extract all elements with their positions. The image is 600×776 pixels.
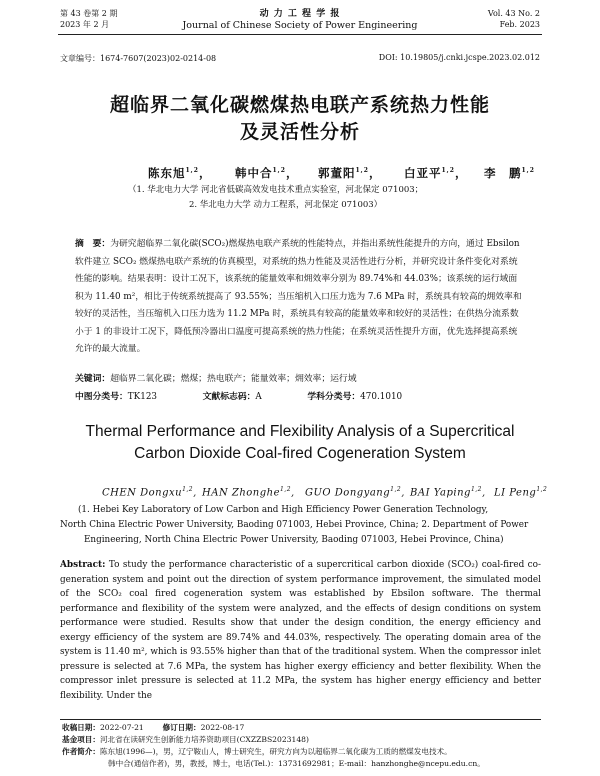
author-cn-1: 陈东旭$^{1,2}$， [148, 166, 212, 180]
author-en-3: GUO Dongyang$^{1,2}$, [305, 486, 405, 499]
author-cn-2: 韩中合$^{1,2}$， [235, 166, 299, 180]
author-en-5: LI Peng$^{1,2}$ [494, 486, 548, 499]
header-rule [58, 34, 542, 35]
abstract-en-label: Abstract: [60, 560, 106, 570]
journal-en: Journal of Chinese Society of Power Engineering [182, 20, 418, 31]
doi: DOI: 10.19805/j.cnki.jcspe.2023.02.012 [378, 53, 540, 62]
article-id: 文章编号：1674-7607(2023)02-0214-08 [60, 54, 217, 63]
abstract-cn [75, 236, 525, 359]
footnote-rule [60, 719, 541, 720]
title-en-line1: Thermal Performance and Flexibility Analysis of a Supercritical [85, 423, 515, 440]
title-en-line2: Carbon Dioxide Coal-fired Cogeneration System [134, 445, 466, 462]
date-en: Feb. 2023 [499, 20, 540, 29]
author-en-1: CHEN Dongxu$^{1,2}$, [102, 486, 197, 499]
affiliation-cn-1: （1. 华北电力大学 河北省低碳高效发电技术重点实验室，河北保定 071003； [128, 185, 424, 195]
author-en-2: HAN Zhonghe$^{1,2}$, [202, 486, 295, 499]
abstract-cn-text: 为研究超临界二氧化碳(SCO₂)燃煤热电联产系统的性能特点，并指出系统性能提升的方向，通过 Ebsilon 软件建立 SCO₂ 燃煤热电联产系统的仿真模型，对系统的热力性能及灵活性进行分析，并研究设计条件变化对系统性能的影响。结果表明：设计工况下，该系统的能量效率和㶲效率分别为 89.74%和 44.03%；该系统的运行域面积为 11.40 m²，相比于传统系统提高了 93.55%；当压缩机入口压力选为 7.6 MPa 时，系统具有较高的㶲效率和较好的灵活性，当压缩机入口压力选为 11.2 MPa 时，系统具有较高的能量效率和较好的灵活性；在供热分流系数小于 1 的非设计工况下，降低预冷器出口温度可提高系统的热力性能；在系统灵活性提升方面，优先选择提高系统允许的最大流量。 [75, 239, 522, 354]
title-cn-line1: 超临界二氧化碳燃煤热电联产系统热力性能 [109, 94, 490, 116]
title-cn-line2: 及灵活性分析 [239, 121, 360, 143]
author-cn-4: 白亚平$^{1,2}$， [404, 166, 468, 180]
affiliation-en-1: (1. Hebei Key Laboratory of Low Carbon and High Efficiency Power Generation Technology, [78, 505, 489, 515]
footnote-dates: 收稿日期：2022-07-21 修订日期：2022-08-17 [62, 723, 245, 732]
author-cn-3: 郭董阳$^{1,2}$， [318, 166, 382, 180]
footnote-fund: 基金项目：河北省在读研究生创新能力培养资助项目(CXZZBS2023148) [62, 735, 309, 744]
classification-cn: 中图分类号：TK123 文献标志码：A 学科分类号：470.1010 [75, 392, 403, 402]
volume-en: Vol. 43 No. 2 [487, 9, 540, 18]
footnote-corresponding: 韩中合(通信作者)，男，教授，博士，电话(Tel.)：13731692981；E-mail：hanzhonghe@ncepu.edu.cn。 [108, 759, 485, 768]
keywords-cn: 关键词：超临界二氧化碳；燃煤；热电联产；能量效率；㶲效率；运行域 [75, 374, 357, 384]
volume-cn: 第 43 卷第 2 期 [60, 9, 118, 18]
affiliation-cn-2: 2. 华北电力大学 动力工程系，河北保定 071003） [189, 200, 383, 210]
abstract-en [60, 558, 541, 718]
author-cn-5: 李 鹏$^{1,2}$ [484, 166, 535, 180]
date-cn: 2023 年 2 月 [60, 20, 110, 29]
affiliation-en-3: Engineering, North China Electric Power University, Baoding 071003, Hebei Province, China) [84, 535, 504, 545]
affiliation-en-2: North China Electric Power University, Baoding 071003, Hebei Province, China; 2. Department of Power [60, 520, 529, 530]
abstract-cn-label: 摘 要： [75, 239, 111, 249]
abstract-en-text: To study the performance characteristic of a supercritical carbon dioxide (SCO₂) coal-fired co-generation system and point out the direction of system performance improvement, the simulated model of the SCO₂ coal fired cogeneration system was established by Ebsilon software. The thermal performance and flexibility of the system were analyzed, and the effects of design conditions on system performance were studied. Results show that under the design condition, the energy efficiency and exergy efficiency of the system are 89.74% and 44.03%, respectively. The operating domain area of the system is 11.40 m², which is 93.55% higher than that of the traditional system. When the compressor inlet pressure is selected at 7.6 MPa, the system has higher exergy efficiency and better flexibility. When the compressor inlet pressure is selected at 11.2 MPa, the system has higher energy efficiency and better flexibility. Under the [60, 560, 541, 701]
journal-cn: 动 力 工 程 学 报 [259, 9, 341, 19]
footnote-author: 作者简介：陈东旭(1996—)，男，辽宁鞍山人，博士研究生，研究方向为以超临界二氧化碳为工质的燃煤发电技术。 [62, 747, 452, 756]
author-en-4: BAI Yaping$^{1,2}$, [410, 486, 486, 499]
